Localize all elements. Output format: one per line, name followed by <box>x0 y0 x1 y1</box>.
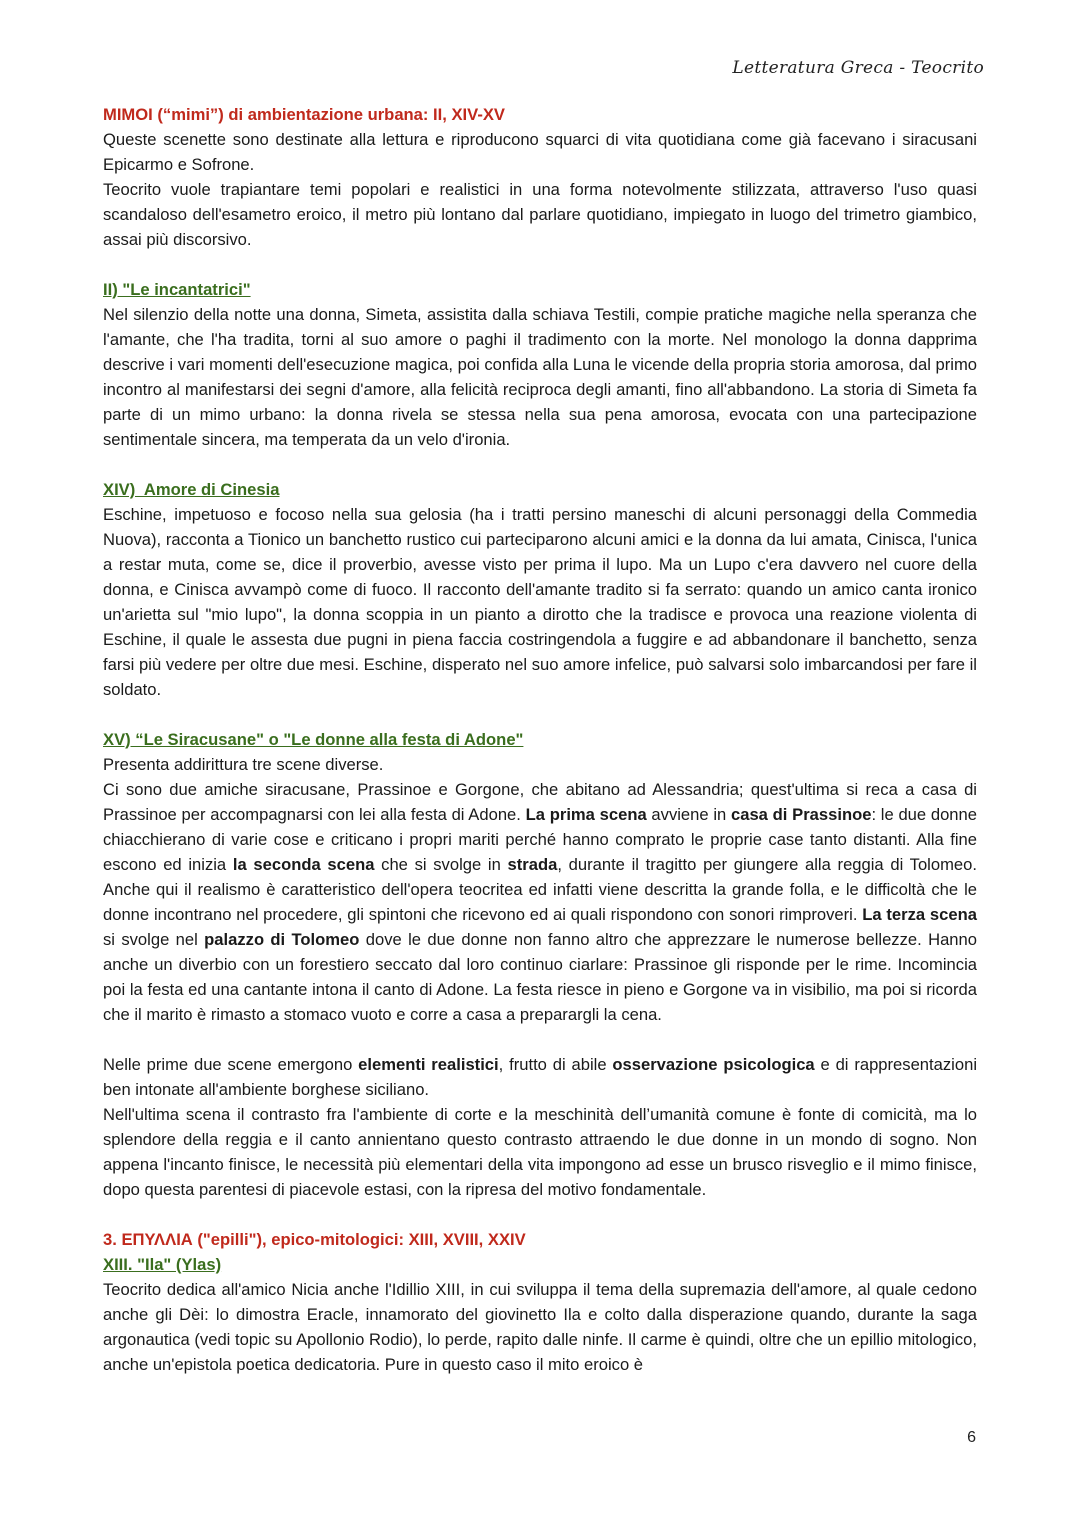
idyll-xv-paragraph-4: Nell'ultima scena il contrasto fra l'ambiente di corte e la meschinità dell’umanità comune è fonte di comicità, ma lo splendore della reggia e il canto annientano questo contrasto attraendo le due donne in un mondo di sogno. Non appena l'incanto finisce, le necessità più elementari della vita impongono ad esse un brusco risveglio e il mimo finisce, dopo questa parentesi di piacevole estasi, con la ripresa del motivo fondamentale. <box>103 1105 977 1199</box>
page-number: 6 <box>967 1429 976 1446</box>
idyll-xiii-heading: XIII. "Ila" (Ylas) <box>103 1255 222 1274</box>
idyll-xv-paragraph-1: Presenta addirittura tre scene diverse. <box>103 755 384 774</box>
mimoi-paragraph-1: Queste scenette sono destinate alla lettura e riproducono squarci di vita quotidiana come già facevano i siracusani Epicarmo e Sofrone. <box>103 130 977 174</box>
header-note: Letteratura Greca - Teocrito <box>732 58 984 78</box>
idyll-ii-heading: II) "Le incantatrici" <box>103 280 251 299</box>
idyll-xiii-paragraph: Teocrito dedica all'amico Nicia anche l'Idillio XIII, in cui sviluppa il tema della supremazia dell'amore, al quale cedono anche gli Dèi: lo dimostra Eracle, innamorato del giovinetto Ila e colto dalla disperazione quando, durante la saga argonautica (vedi topic su Apollonio Rodio), lo perde, rapito dalle ninfe. Il carme è quindi, oltre che un epillio mitologico, anche un'epistola poetica dedicatoria. Pure in questo caso il mito eroico è <box>103 1280 977 1374</box>
idyll-xiv-heading: XIV) Amore di Cinesia <box>103 480 280 499</box>
idyll-xv-paragraph-3: Nelle prime due scene emergono elementi realistici, frutto di abile osservazione psicologica e di rappresentazioni ben intonate all'ambiente borghese siciliano. <box>103 1055 977 1099</box>
idyll-xiv-paragraph: Eschine, impetuoso e focoso nella sua gelosia (ha i tratti persino maneschi di alcuni personaggi della Commedia Nuova), racconta a Tionico un banchetto rustico cui parteciparono alcuni amici e la donna da lui amata, Cinisca, l'unica a restar muta, come se, dice il proverbio, avesse visto per prima il lupo. Ma un Lupo c'era davvero nel cuore della donna, e Cinisca avvampò come di fuoco. Il racconto dell'amante tradito si fa serrato: quando un amico canta ironico un'arietta sul "mio lupo", la donna scoppia in un pianto a dirotto che la tradisce e provoca una reazione violenta di Eschine, il quale le assesta due pugni in piena faccia costringendola a fuggire e ad abbandonare il banchetto, senza farsi più vedere per oltre due mesi. Eschine, disperato nel suo amore infelice, può salvarsi solo imbarcandosi per fare il soldato. <box>103 505 977 699</box>
idyll-xv-heading: XV) “Le Siracusane" o "Le donne alla festa di Adone" <box>103 730 524 749</box>
idyll-xv-paragraph-2: Ci sono due amiche siracusane, Prassinoe e Gorgone, che abitano ad Alessandria; quest'ultima si reca a casa di Prassinoe per accompagnarsi con lei alla festa di Adone. La prima scena avviene in casa di Prassinoe: le due donne chiacchierano di varie cose e criticano i propri mariti perché hanno comprato le proprie case tanto distanti. Alla fine escono ed inizia la seconda scena che si svolge in strada, durante il tragitto per giungere alla reggia di Tolomeo. Anche qui il realismo è caratteristico dell'opera teocritea ed infatti viene descritta la grande folla, e le difficoltà che le donne incontrano nel procedere, gli spintoni che ricevono ed ai quali rispondono con sonori rimproveri. La terza scena si svolge nel palazzo di Tolomeo dove le due donne non fanno altro che apprezzare le numerose bellezze. Hanno anche un diverbio con un forestiero seccato dal loro continuo ciarlare: Prassinoe gli risponde per le rime. Incomincia poi la festa ed una cantante intona il canto di Adone. La festa riesce in pieno e Gorgone va in visibilio, ma poi si ricorda che il marito è rimasto a stomaco vuoto e corre a casa a preparargli la cena. <box>103 780 977 1024</box>
mimoi-paragraph-2: Teocrito vuole trapiantare temi popolari e realistici in una forma notevolmente stilizzata, attraverso l'uso quasi scandaloso dell'esametro eroico, il metro più lontano dal parlare quotidiano, impiegato in luogo del trimetro giambico, assai più discorsivo. <box>103 180 977 249</box>
page-content <box>103 102 977 1377</box>
idyll-ii-paragraph: Nel silenzio della notte una donna, Simeta, assistita dalla schiava Testili, compie pratiche magiche nella speranza che l'amante, che l'ha tradita, torni al suo amore o paghi il tradimento con la morte. Nel monologo la donna dapprima descrive i vari momenti dell'esecuzione magica, poi confida alla Luna le vicende della propria storia amorosa, dal primo incontro al manifestarsi dei segni d'amore, alla felicità reciproca degli amanti, fino all'abbandono. La storia di Simeta fa parte di un mimo urbano: la donna rivela se stessa nella sua pena amorosa, evocata con una partecipazione sentimentale sincera, ma temperata da un velo d'ironia. <box>103 305 977 449</box>
mimoi-heading: MIMOI (“mimi”) di ambientazione urbana: II, XIV-XV <box>103 105 505 124</box>
epilli-heading: 3. ΕΠΥΛΛΙΑ ("epilli"), epico-mitologici: XIII, XVIII, XXIV <box>103 1230 526 1249</box>
